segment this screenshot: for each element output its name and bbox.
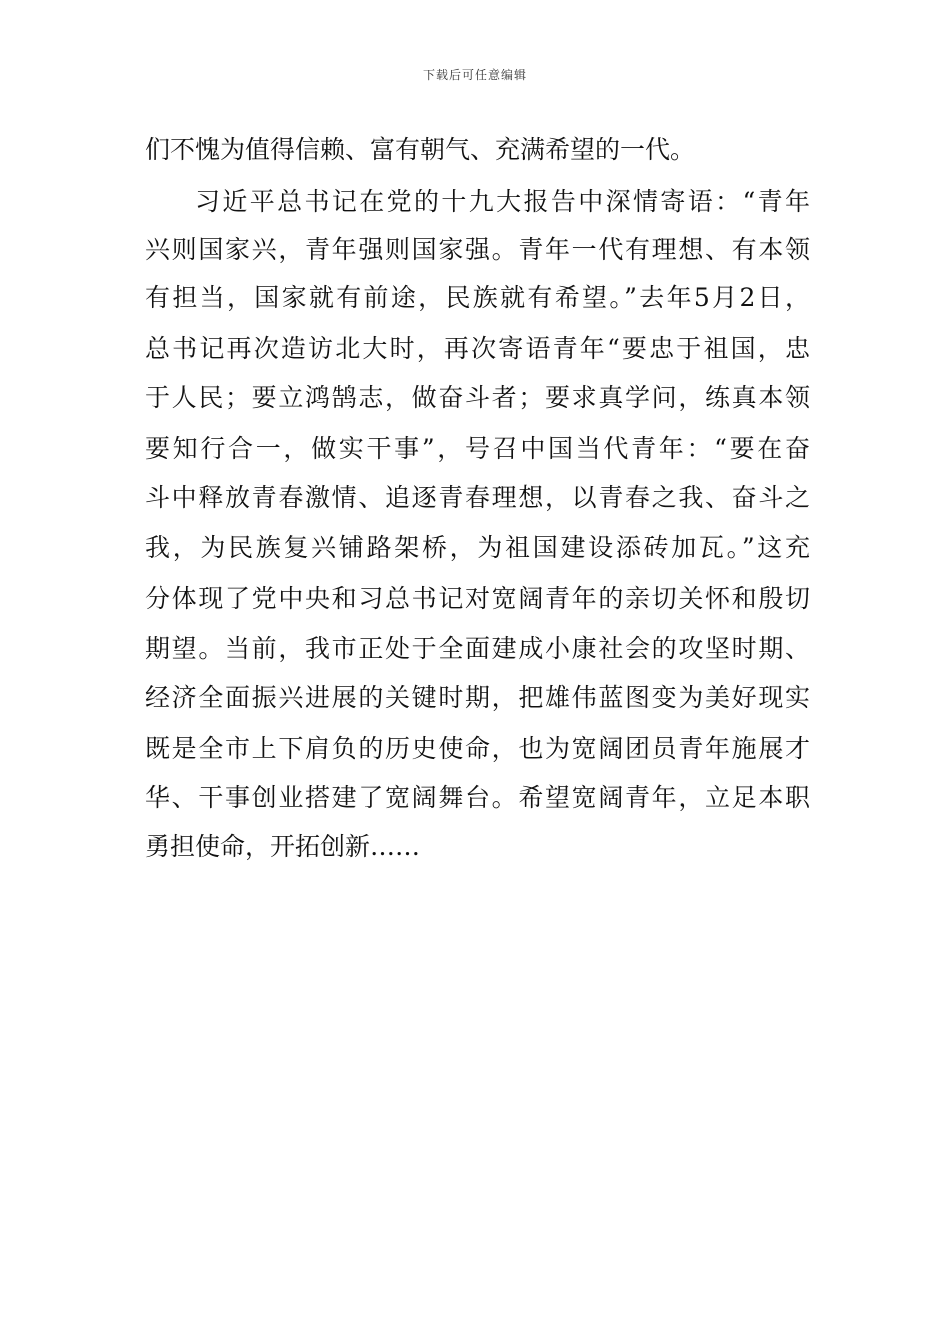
paragraph-line: 经济全面振兴进展的关键时期，把雄伟蓝图变为美好现实 (145, 683, 810, 712)
paragraph-line: 期望。当前，我市正处于全面建成小康社会的攻坚时期、 (145, 634, 810, 663)
page-header: 下载后可任意编辑 (422, 68, 527, 82)
paragraph-line: 华、干事创业搭建了宽阔舞台。希望宽阔青年，立足本职 (145, 783, 810, 812)
paragraph-line: 于人民；要立鸿鹄志，做奋斗者；要求真学问，练真本领 (145, 383, 810, 412)
paragraph-line: 斗中释放青春激情、追逐青春理想，以青春之我、奋斗之 (145, 483, 810, 512)
paragraph-line: 们不愧为值得信赖、富有朝气、充满希望的一代。 (145, 135, 696, 164)
paragraph-line: 总书记再次造访北大时，再次寄语青年“要忠于祖国，忠 (145, 334, 810, 363)
paragraph-line: 勇担使命，开拓创新…… (145, 832, 421, 861)
paragraph-line: 要知行合一，做实干事”，号召中国当代青年：“要在奋 (145, 434, 810, 463)
paragraph-line: 兴则国家兴，青年强则国家强。青年一代有理想、有本领 (145, 235, 810, 264)
paragraph-line: 习近平总书记在党的十九大报告中深情寄语：“青年 (195, 187, 810, 216)
paragraph-line: 既是全市上下肩负的历史使命，也为宽阔团员青年施展才 (145, 734, 810, 763)
paragraph-line: 有担当，国家就有前途，民族就有希望。”去年5月2日， (145, 283, 810, 312)
paragraph-line: 分体现了党中央和习总书记对宽阔青年的亲切关怀和殷切 (145, 584, 810, 613)
paragraph-line: 我，为民族复兴铺路架桥，为祖国建设添砖加瓦。”这充 (145, 533, 810, 562)
